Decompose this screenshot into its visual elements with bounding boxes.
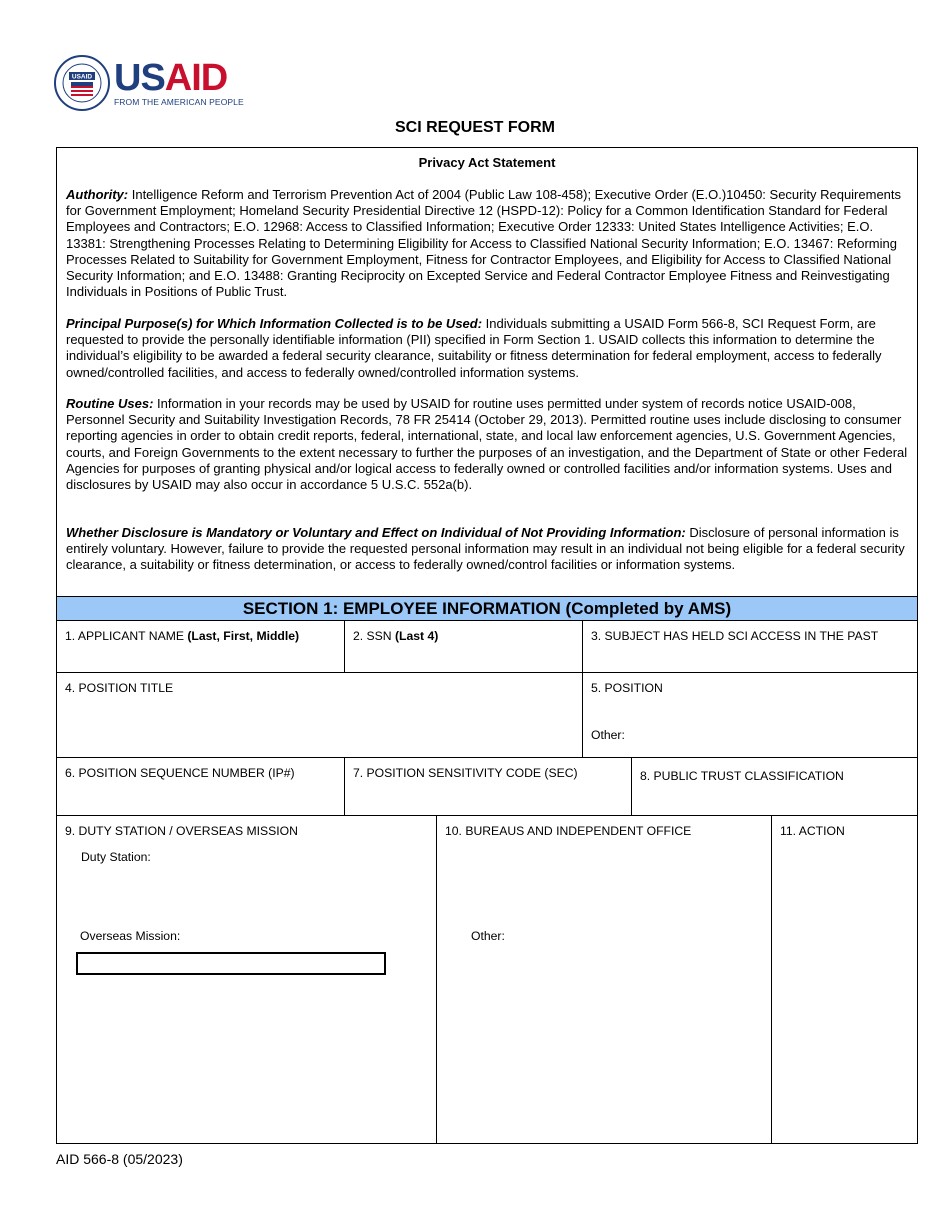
ssn-label-hint: (Last 4) (395, 629, 439, 643)
duty-station-sublabel: Duty Station: (81, 850, 151, 864)
ssn-label (353, 629, 438, 643)
overseas-mission-sublabel: Overseas Mission: (80, 929, 181, 943)
seal-text: USAID (71, 73, 93, 81)
routine-uses-lead: Routine Uses: (66, 396, 154, 411)
form-title: SCI REQUEST FORM (394, 119, 555, 136)
duty-station-label: 9. DUTY STATION / OVERSEAS MISSION (65, 824, 298, 838)
usaid-seal-icon (54, 55, 110, 111)
disclosure-text: Disclosure of personal information is entirely voluntary. However, failure to provide the requested personal information may result in an individual not being eligible for a federal security clearance, a suitability or fitness determination, or access to federally owned/control facilities or information systems. (66, 525, 905, 573)
applicant-name-label-text: 1. APPLICANT NAME (65, 629, 188, 643)
position-title-field[interactable] (56, 673, 582, 758)
position-sequence-field[interactable] (56, 758, 344, 816)
disclosure-paragraph (66, 525, 912, 574)
principal-purpose-text: Individuals submitting a USAID Form 566-8, SCI Request Form, are requested to provide the personally identifiable information (PII) specified in Form Section 1. USAID collects this information to determine the individual’s eligibility to be awarded a federal security clearance, suitability or fitness determination for federal employment, access to federally owned/controlled facilities, and access to federally owned/controlled information systems. (66, 316, 882, 380)
logo-us: US (114, 56, 165, 99)
bureaus-label: 10. BUREAUS AND INDEPENDENT OFFICE (445, 824, 692, 838)
position-field[interactable] (582, 673, 918, 758)
position-sequence-label: 6. POSITION SEQUENCE NUMBER (IP#) (65, 766, 295, 780)
ssn-field[interactable] (344, 621, 582, 673)
privacy-heading: Privacy Act Statement (418, 155, 556, 170)
form-number: AID 566-8 (05/2023) (56, 1151, 183, 1167)
bureaus-field[interactable] (436, 816, 771, 1144)
applicant-name-label (65, 629, 299, 643)
logo-aid: AID (164, 56, 228, 99)
sensitivity-code-label: 7. POSITION SENSITIVITY CODE (SEC) (353, 766, 578, 780)
principal-purpose-lead: Principal Purpose(s) for Which Information Collected is to be Used: (66, 316, 483, 331)
section1-header: SECTION 1: EMPLOYEE INFORMATION (Completed by AMS) (56, 596, 918, 621)
overseas-mission-input[interactable] (76, 952, 386, 975)
routine-uses-paragraph (66, 396, 912, 493)
principal-purpose-paragraph (66, 316, 912, 381)
duty-station-field (56, 816, 436, 1144)
position-other-label: Other: (591, 728, 625, 742)
routine-uses-text: Information in your records may be used by USAID for routine uses permitted under system of records notice USAID-008, Personnel Security and Suitability Investigation Records, 78 FR 25414 (October 29, 2013). Permitted routine uses include disclosing to consumer reporting agencies in order to obtain credit reports, federal, international, state, and local law enforcement agencies, U.S. Government Agencies, courts, and Foreign Governments to the extent necessary to further the purposes of an investigation, and the Department of State or other Federal Agencies for purposes of granting physical and/or logical access to federally owned or controlled facilities and/or information systems. Uses and disclosures by USAID may also occur in accordance 5 U.S.C. 552a(b). (66, 396, 908, 493)
logo-tagline: FROM THE AMERICAN PEOPLE (114, 96, 244, 107)
authority-text: Intelligence Reform and Terrorism Prevention Act of 2004 (Public Law 108-458); Executive Order (E.O.)10450: Security Requirements for Government Employment; Homeland Security Presidential Directive 12 (HSPD-12): Policy for a Common Identification Standard for Federal Employees and Contractors; E.O. 12968: Access to Classified Information; Executive Order 12333: United States Intelligence Activities; E.O. 13381: Strengthening Processes Relating to Determining Eligibility for Access to Classified National Security Information; E.O. 13467: Reforming Processes Related to Suitability for Government Employment, Fitness for Contractor Employees, and Eligibility for Access to Classified National Security Information; and E.O. 13488: Granting Reciprocity on Excepted Service and Federal Contractor Employee Fitness and Reinvestigating Individuals in Positions of Public Trust. (66, 187, 902, 300)
usaid-wordmark (114, 56, 244, 107)
privacy-act-box (56, 147, 918, 596)
position-label: 5. POSITION (591, 681, 663, 695)
applicant-name-field[interactable] (56, 621, 344, 673)
ssn-label-text: 2. SSN (353, 629, 395, 643)
authority-paragraph (66, 187, 912, 300)
action-field[interactable] (771, 816, 918, 1144)
usaid-logo (54, 53, 244, 113)
authority-lead: Authority: (66, 187, 129, 202)
public-trust-label: 8. PUBLIC TRUST CLASSIFICATION (640, 769, 844, 783)
sci-access-field[interactable] (582, 621, 918, 673)
public-trust-field[interactable] (631, 758, 918, 816)
position-title-label: 4. POSITION TITLE (65, 681, 174, 695)
sci-access-label: 3. SUBJECT HAS HELD SCI ACCESS IN THE PAST (591, 629, 879, 643)
applicant-name-label-hint: (Last, First, Middle) (187, 629, 300, 643)
disclosure-lead: Whether Disclosure is Mandatory or Voluntary and Effect on Individual of Not Providing Information: (66, 525, 686, 540)
bureaus-other-label: Other: (471, 929, 505, 943)
action-label: 11. ACTION (780, 824, 845, 838)
sensitivity-code-field[interactable] (344, 758, 631, 816)
